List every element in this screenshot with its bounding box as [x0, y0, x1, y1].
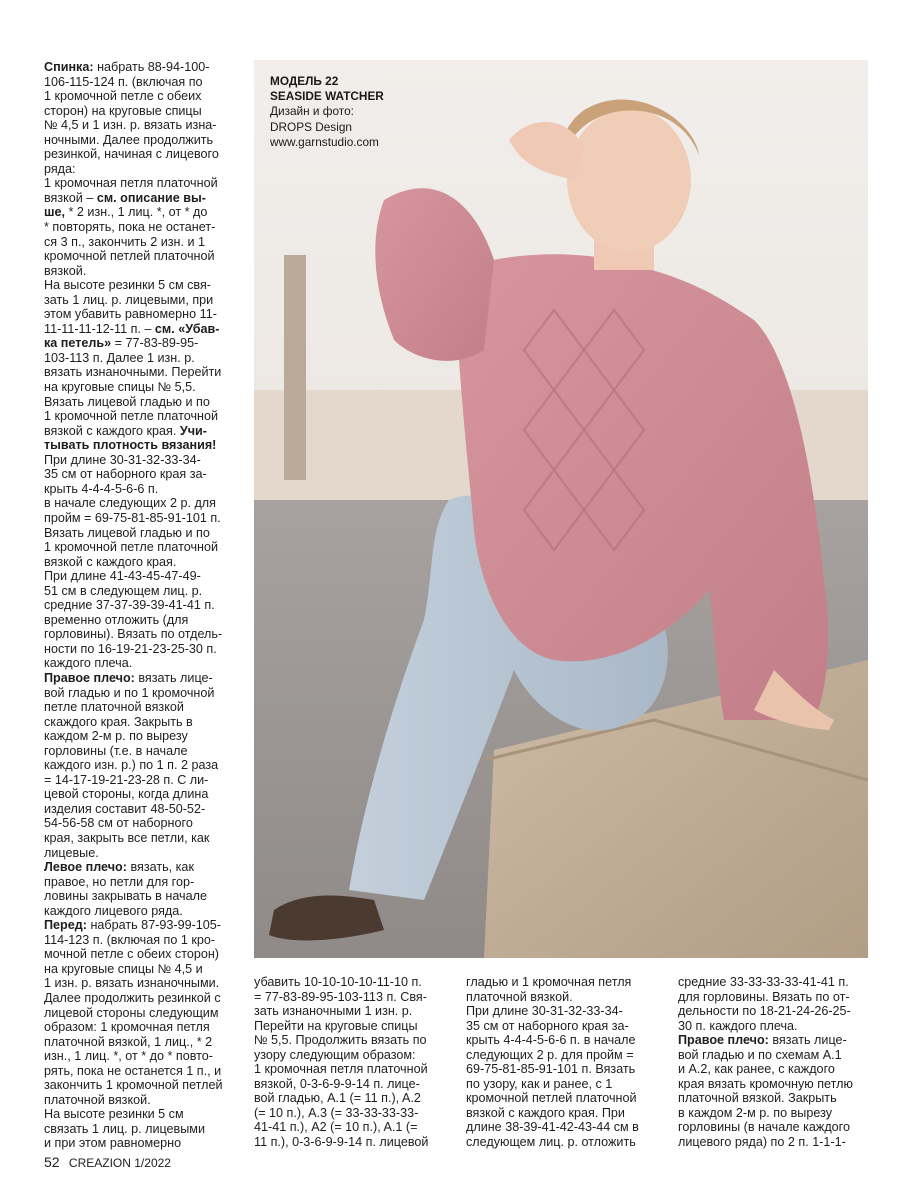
text-segment: крыть 4-4-4-5-6-6 п. в начале — [466, 1033, 636, 1048]
text-segment: вой гладью, A.1 (= 11 п.), A.2 — [254, 1091, 421, 1106]
text-line — [44, 307, 244, 322]
text-line — [44, 526, 244, 541]
text-line — [678, 1091, 873, 1106]
text-line — [44, 540, 244, 555]
bold-text: Учи- — [179, 423, 207, 438]
text-segment: платочной вязкой. — [44, 1092, 151, 1107]
text-column-1 — [44, 60, 244, 1151]
text-line — [44, 671, 244, 686]
text-segment: вязать лице- — [138, 670, 213, 685]
text-line — [466, 1106, 661, 1121]
text-line — [466, 990, 661, 1005]
text-line — [44, 133, 244, 148]
photo-illustration — [254, 60, 868, 958]
text-line — [44, 598, 244, 613]
text-line — [44, 846, 244, 861]
text-line — [44, 118, 244, 133]
text-segment: рять, пока не останется 1 п., и — [44, 1063, 222, 1078]
text-segment: изн., 1 лиц. *, от * до * повто- — [44, 1049, 213, 1064]
text-segment: 54-56-58 см от наборного — [44, 816, 193, 831]
text-segment: ночными. Далее продолжить — [44, 132, 214, 147]
text-line — [44, 918, 244, 933]
text-line — [44, 467, 244, 482]
text-line — [44, 176, 244, 191]
text-line — [44, 205, 244, 220]
text-segment: № 5,5. Продолжить вязать по — [254, 1033, 427, 1048]
text-segment: На высоте резинки 5 см — [44, 1107, 184, 1122]
text-segment: на круговые спицы № 4,5 и — [44, 961, 203, 976]
text-line — [678, 1120, 873, 1135]
text-segment: горловины). Вязать по отдель- — [44, 627, 223, 642]
text-line — [44, 191, 244, 206]
text-line — [44, 991, 244, 1006]
text-segment: для горловины. Вязать по от- — [678, 989, 850, 1004]
text-segment: 1 кромочная петля платочной — [254, 1062, 428, 1077]
text-segment: изделия составит 48-50-52- — [44, 801, 206, 816]
text-line — [254, 975, 449, 990]
text-line — [44, 438, 244, 453]
text-line — [44, 1035, 244, 1050]
text-line — [44, 933, 244, 948]
text-segment: 103-113 п. Далее 1 изн. р. — [44, 350, 195, 365]
text-line — [44, 569, 244, 584]
text-segment: следующих 2 р. для пройм = — [466, 1047, 634, 1062]
text-segment: платочной вязкой, 1 лиц., * 2 — [44, 1034, 213, 1049]
bold-text: Перед: — [44, 918, 91, 933]
text-column-4 — [678, 975, 873, 1150]
text-segment: вязкой с каждого края. — [44, 423, 180, 438]
text-segment: кромочной петлей платочной — [44, 249, 215, 264]
text-line — [254, 1048, 449, 1063]
text-line — [44, 715, 244, 730]
text-line — [466, 1077, 661, 1092]
text-line — [678, 1033, 873, 1048]
text-segment: ся 3 п., закончить 2 изн. и 1 — [44, 234, 206, 249]
text-segment: Вязать лицевой гладью и по — [44, 394, 210, 409]
text-segment: края вязать кромочную петлю — [678, 1076, 853, 1091]
text-segment: 30 п. каждого плеча. — [678, 1018, 798, 1033]
bold-text: Левое плечо: — [44, 860, 131, 875]
text-line — [44, 322, 244, 337]
text-line — [254, 1120, 449, 1135]
text-line — [44, 802, 244, 817]
text-segment: цевой стороны, когда длина — [44, 787, 209, 802]
text-line — [44, 1006, 244, 1021]
page-number: 52 — [44, 1154, 60, 1170]
text-segment: образом: 1 кромочная петля — [44, 1020, 210, 1035]
text-segment: края, закрыть все петли, как — [44, 830, 210, 845]
text-line — [678, 1077, 873, 1092]
text-segment: платочной вязкой. Закрыть — [678, 1091, 837, 1106]
text-segment: При длине 41-43-45-47-49- — [44, 569, 201, 584]
text-column-3 — [466, 975, 661, 1150]
text-line — [44, 627, 244, 642]
text-line — [44, 787, 244, 802]
text-line — [44, 1064, 244, 1079]
text-line — [466, 1091, 661, 1106]
post — [284, 255, 306, 480]
text-segment: лицевого ряда) по 2 п. 1-1-1- — [678, 1135, 846, 1150]
text-line — [466, 1062, 661, 1077]
text-segment: При длине 30-31-32-33-34- — [44, 452, 201, 467]
text-segment: закончить 1 кромочной петлей — [44, 1078, 223, 1093]
text-segment: пройм = 69-75-81-85-91-101 п. — [44, 510, 221, 525]
text-line — [466, 975, 661, 990]
text-segment: Перейти на круговые спицы — [254, 1018, 418, 1033]
text-line — [466, 1048, 661, 1063]
design-credit: Дизайн и фото: — [270, 104, 354, 119]
text-segment: № 4,5 и 1 изн. р. вязать изна- — [44, 118, 217, 133]
website-link[interactable]: www.garnstudio.com — [270, 134, 379, 149]
bold-text: ка петель» — [44, 336, 112, 351]
text-segment: ности по 16-19-21-23-25-30 п. — [44, 641, 217, 656]
text-line — [254, 1019, 449, 1034]
text-segment: вязкой – — [44, 190, 97, 205]
text-line — [44, 89, 244, 104]
text-segment: каждого изн. р.) по 1 п. 2 раза — [44, 758, 219, 773]
text-segment: ловины закрывать в начале — [44, 889, 207, 904]
text-segment: длине 38-39-41-42-43-44 см в — [466, 1120, 639, 1135]
text-segment: вязать, как — [130, 860, 194, 875]
text-line — [44, 380, 244, 395]
model-photo — [254, 60, 868, 958]
text-segment: на круговые спицы № 5,5. — [44, 380, 196, 395]
text-segment: 35 см от наборного края за- — [466, 1018, 629, 1033]
text-line — [44, 395, 244, 410]
text-line — [44, 351, 244, 366]
text-line — [44, 482, 244, 497]
text-segment: платочной вязкой. — [466, 989, 573, 1004]
text-segment: = 14-17-19-21-23-28 п. С ли- — [44, 772, 209, 787]
text-segment: сторон) на круговые спицы — [44, 103, 202, 118]
text-segment: вязкой с каждого края. При — [466, 1105, 625, 1120]
text-segment: зать изнаночными 1 изн. р. — [254, 1004, 413, 1019]
text-segment: резинкой, начиная с лицевого — [44, 147, 219, 162]
text-line — [678, 1135, 873, 1150]
text-line — [44, 904, 244, 919]
text-segment: 11-11-11-12-11 п. – — [44, 321, 155, 336]
photo-caption — [270, 74, 384, 150]
text-line — [44, 147, 244, 162]
bold-text: ше, — [44, 205, 69, 220]
text-line — [44, 1122, 244, 1137]
text-line — [44, 1107, 244, 1122]
text-segment: мочной петле с обеих сторон) — [44, 947, 219, 962]
page-footer — [44, 1154, 171, 1170]
text-line — [44, 816, 244, 831]
text-segment: 1 кромочной петле с обеих — [44, 89, 202, 104]
text-segment: дельности по 18-21-24-26-25- — [678, 1004, 851, 1019]
text-segment: связать 1 лиц. р. лицевыми — [44, 1121, 205, 1136]
text-line — [44, 889, 244, 904]
text-segment: в начале следующих 2 р. для — [44, 496, 216, 511]
bold-text: Спинка: — [44, 60, 98, 74]
text-segment: 1 кромочная петля платочной — [44, 176, 218, 191]
text-line — [44, 1020, 244, 1035]
text-segment: временно отложить (для — [44, 612, 189, 627]
text-segment: правое, но петли для гор- — [44, 874, 195, 889]
text-line — [44, 962, 244, 977]
text-line — [44, 831, 244, 846]
text-line — [44, 744, 244, 759]
text-segment: набрать 88-94-100- — [97, 60, 210, 74]
text-line — [254, 1106, 449, 1121]
text-segment: * 2 изн., 1 лиц. *, от * до — [68, 205, 208, 220]
text-segment: вой гладью и по 1 кромочной — [44, 685, 215, 700]
text-line — [44, 220, 244, 235]
text-segment: кромочной петлей платочной — [466, 1091, 637, 1106]
bold-text: см. «Убав- — [154, 321, 220, 336]
face — [567, 108, 691, 252]
text-line — [678, 1062, 873, 1077]
text-line — [44, 1078, 244, 1093]
text-line — [254, 1135, 449, 1150]
text-line — [678, 1048, 873, 1063]
text-line — [44, 976, 244, 991]
text-line — [254, 1062, 449, 1077]
text-line — [44, 511, 244, 526]
text-segment: и A.2, как ранее, с каждого — [678, 1062, 835, 1077]
text-line — [44, 75, 244, 90]
text-line — [254, 1077, 449, 1092]
text-column-2 — [254, 975, 449, 1150]
model-title: SEASIDE WATCHER — [270, 89, 384, 104]
text-segment: средние 37-37-39-39-41-41 п. — [44, 598, 215, 613]
text-line — [254, 1091, 449, 1106]
text-line — [44, 365, 244, 380]
text-segment: зать 1 лиц. р. лицевыми, при — [44, 292, 214, 307]
text-segment: горловины (в начале каждого — [678, 1120, 850, 1135]
text-segment: гладью и 1 кромочная петля — [466, 975, 632, 989]
text-line — [466, 1033, 661, 1048]
text-line — [44, 60, 244, 75]
text-segment: 41-41 п.), A2 (= 10 п.), A.1 (= — [254, 1120, 418, 1135]
text-line — [44, 162, 244, 177]
text-segment: При длине 30-31-32-33-34- — [466, 1004, 623, 1019]
text-segment: этом убавить равномерно 11- — [44, 307, 217, 322]
text-line — [44, 729, 244, 744]
text-line — [44, 758, 244, 773]
text-segment: каждого плеча. — [44, 656, 133, 671]
text-segment: средние 33-33-33-33-41-41 п. — [678, 975, 849, 989]
designer-name: DROPS Design — [270, 119, 352, 134]
text-segment: 106-115-124 п. (включая по — [44, 74, 203, 89]
text-segment: следующем лиц. р. отложить — [466, 1135, 636, 1150]
text-segment: 35 см от наборного края за- — [44, 467, 207, 482]
text-segment: ряда: — [44, 161, 76, 176]
text-segment: вязать лице- — [772, 1033, 847, 1048]
text-segment: Вязать лицевой гладью и по — [44, 525, 210, 540]
text-line — [44, 453, 244, 468]
text-line — [678, 1019, 873, 1034]
text-segment: набрать 87-93-99-105- — [90, 918, 221, 933]
text-line — [44, 947, 244, 962]
text-segment: по узору, как и ранее, с 1 — [466, 1076, 613, 1091]
text-line — [44, 424, 244, 439]
bold-text: тывать плотность вязания! — [44, 438, 217, 453]
text-line — [44, 104, 244, 119]
text-line — [678, 1106, 873, 1121]
text-segment: петле платочной вязкой — [44, 700, 184, 715]
text-line — [44, 496, 244, 511]
text-line — [44, 875, 244, 890]
text-segment: крыть 4-4-4-5-6-6 п. — [44, 481, 159, 496]
text-segment: узору следующим образом: — [254, 1047, 416, 1062]
text-line — [44, 264, 244, 279]
text-segment: 1 кромочной петле платочной — [44, 540, 219, 555]
text-line — [44, 584, 244, 599]
text-line — [44, 235, 244, 250]
text-segment: Далее продолжить резинкой с — [44, 991, 221, 1005]
text-segment: * повторять, пока не останет- — [44, 220, 216, 235]
text-line — [254, 990, 449, 1005]
text-segment: вязать изнаночными. Перейти — [44, 365, 222, 380]
text-line — [44, 249, 244, 264]
text-line — [678, 1004, 873, 1019]
text-line — [466, 1120, 661, 1135]
text-segment: На высоте резинки 5 см свя- — [44, 278, 211, 293]
text-line — [44, 336, 244, 351]
bold-text: Правое плечо: — [44, 670, 139, 685]
text-line — [466, 1135, 661, 1150]
text-segment: = 77-83-89-95-103-113 п. Свя- — [254, 989, 427, 1004]
text-segment: скаждого края. Закрыть в — [44, 714, 193, 729]
text-segment: и при этом равномерно — [44, 1136, 182, 1151]
text-line — [678, 990, 873, 1005]
text-segment: лицевые. — [44, 845, 99, 860]
text-segment: вязкой. — [44, 263, 87, 278]
text-segment: в каждом 2-м р. по вырезу — [678, 1105, 832, 1120]
text-segment: = 77-83-89-95- — [111, 336, 199, 351]
text-segment: каждом 2-м р. по вырезу — [44, 729, 188, 744]
text-segment: 1 изн. р. вязать изнаночными. — [44, 976, 220, 991]
bold-text: Правое плечо: — [678, 1033, 773, 1048]
text-line — [44, 642, 244, 657]
text-line — [44, 860, 244, 875]
text-line — [44, 773, 244, 788]
text-segment: горловины (т.е. в начале — [44, 743, 188, 758]
bold-text: см. описание вы- — [96, 190, 206, 205]
text-segment: вязкой с каждого края. — [44, 554, 177, 569]
text-segment: вой гладью и по схемам A.1 — [678, 1047, 842, 1062]
text-line — [44, 1136, 244, 1151]
text-segment: 114-123 п. (включая по 1 кро- — [44, 932, 216, 947]
text-line — [44, 686, 244, 701]
text-segment: каждого лицевого ряда. — [44, 903, 183, 918]
text-segment: вязкой, 0-3-6-9-9-14 п. лице- — [254, 1076, 420, 1091]
text-line — [44, 1093, 244, 1108]
text-segment: убавить 10-10-10-10-11-10 п. — [254, 975, 422, 989]
text-line — [44, 278, 244, 293]
text-segment: лицевой стороны следующим — [44, 1005, 219, 1020]
text-line — [44, 293, 244, 308]
text-line — [44, 555, 244, 570]
text-line — [466, 1019, 661, 1034]
model-number: МОДЕЛЬ 22 — [270, 74, 339, 88]
text-segment: 11 п.), 0-3-6-9-9-14 п. лицевой — [254, 1135, 429, 1150]
text-line — [44, 656, 244, 671]
text-segment: (= 10 п.), A.3 (= 33-33-33-33- — [254, 1105, 419, 1120]
text-line — [44, 1049, 244, 1064]
text-line — [254, 1033, 449, 1048]
text-line — [44, 409, 244, 424]
magazine-issue: CREAZION 1/2022 — [68, 1156, 171, 1170]
text-line — [678, 975, 873, 990]
text-line — [254, 1004, 449, 1019]
text-segment: 1 кромочной петле платочной — [44, 409, 219, 424]
text-segment: 69-75-81-85-91-101 п. Вязать — [466, 1062, 636, 1077]
text-segment: 51 см в следующем лиц. р. — [44, 583, 203, 598]
text-line — [44, 613, 244, 628]
text-line — [466, 1004, 661, 1019]
text-line — [44, 700, 244, 715]
